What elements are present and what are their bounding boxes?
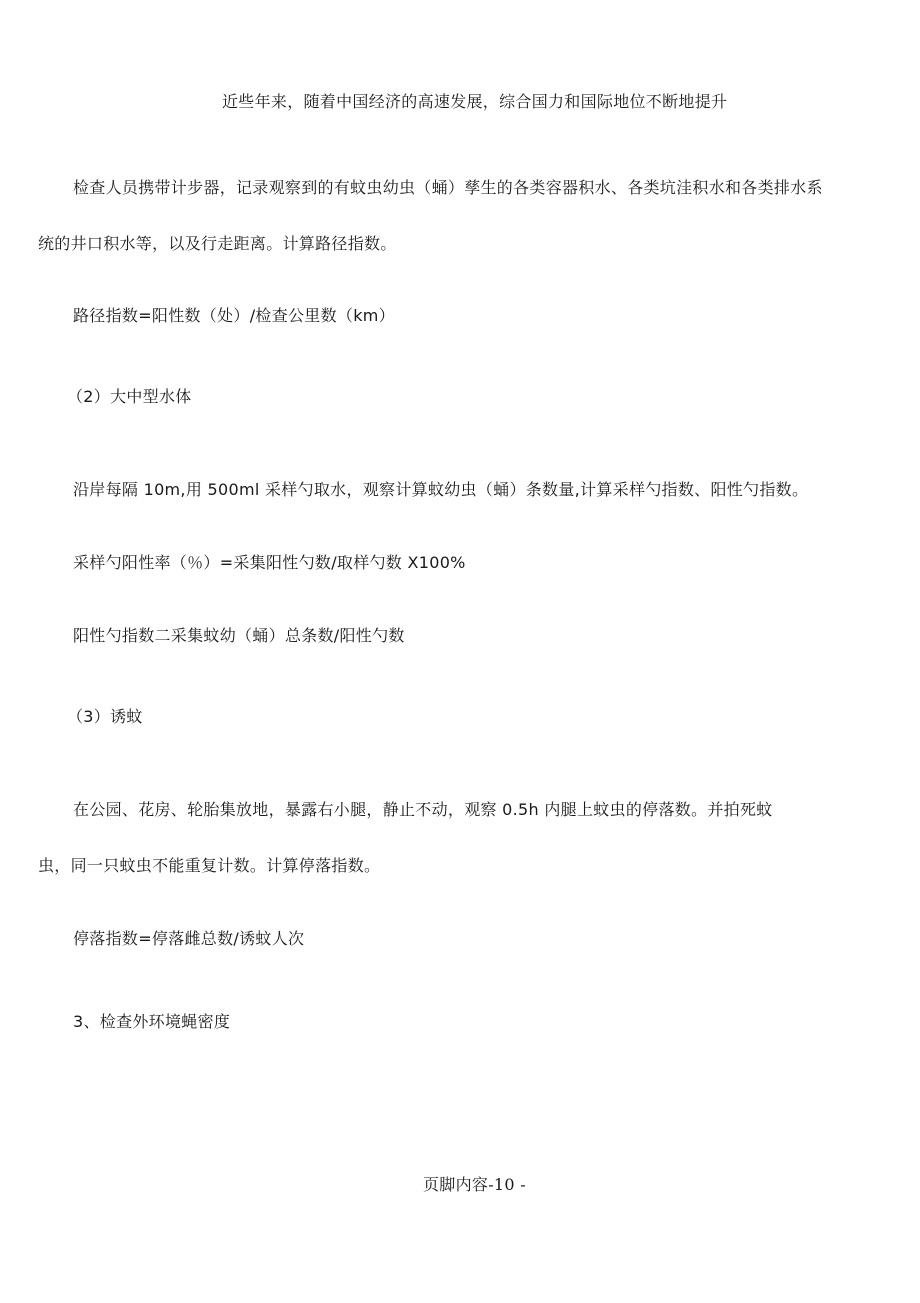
paragraph-path-method-line-1: 检查人员携带计步器，记录观察到的有蚊虫幼虫（蛹）孳生的各类容器积水、各类坑洼积水和各类排水系 (73, 178, 823, 197)
formula-path-index: 路径指数=阳性数（处）/检查公里数（km） (73, 306, 395, 325)
paragraph-ladle-sampling: 沿岸每隔 10m,用 500ml 采样勺取水，观察计算蚊幼虫（蛹）条数量,计算采样勺指数、阳性勺指数。 (73, 480, 809, 499)
paragraph-luring-method-line-2: 虫，同一只蚊虫不能重复计数。计算停落指数。 (38, 856, 381, 875)
page-footer-text: 页脚内容-10 - (423, 1175, 526, 1194)
section-title-fly-density: 3、检查外环境蝇密度 (73, 1012, 231, 1031)
formula-positive-ladle-index: 阳性勺指数二采集蚊幼（蛹）总条数/阳性勺数 (73, 626, 405, 645)
paragraph-path-method-line-2: 统的井口积水等，以及行走距离。计算路径指数。 (38, 234, 397, 253)
paragraph-luring-method-line-1: 在公园、花房、轮胎集放地，暴露右小腿，静止不动，观察 0.5h 内腿上蚊虫的停落数。并拍死蚊 (73, 800, 773, 819)
formula-ladle-positive-rate: 采样勺阳性率（％）=采集阳性勺数/取样勺数 X100% (73, 553, 466, 572)
section-title-mosquito-luring: （3）诱蚊 (67, 707, 143, 726)
formula-landing-index: 停落指数=停落雌总数/诱蚊人次 (73, 929, 305, 948)
page-header-text: 近些年来，随着中国经济的高速发展，综合国力和国际地位不断地提升 (222, 92, 728, 111)
section-title-large-water-body: （2）大中型水体 (67, 387, 192, 406)
